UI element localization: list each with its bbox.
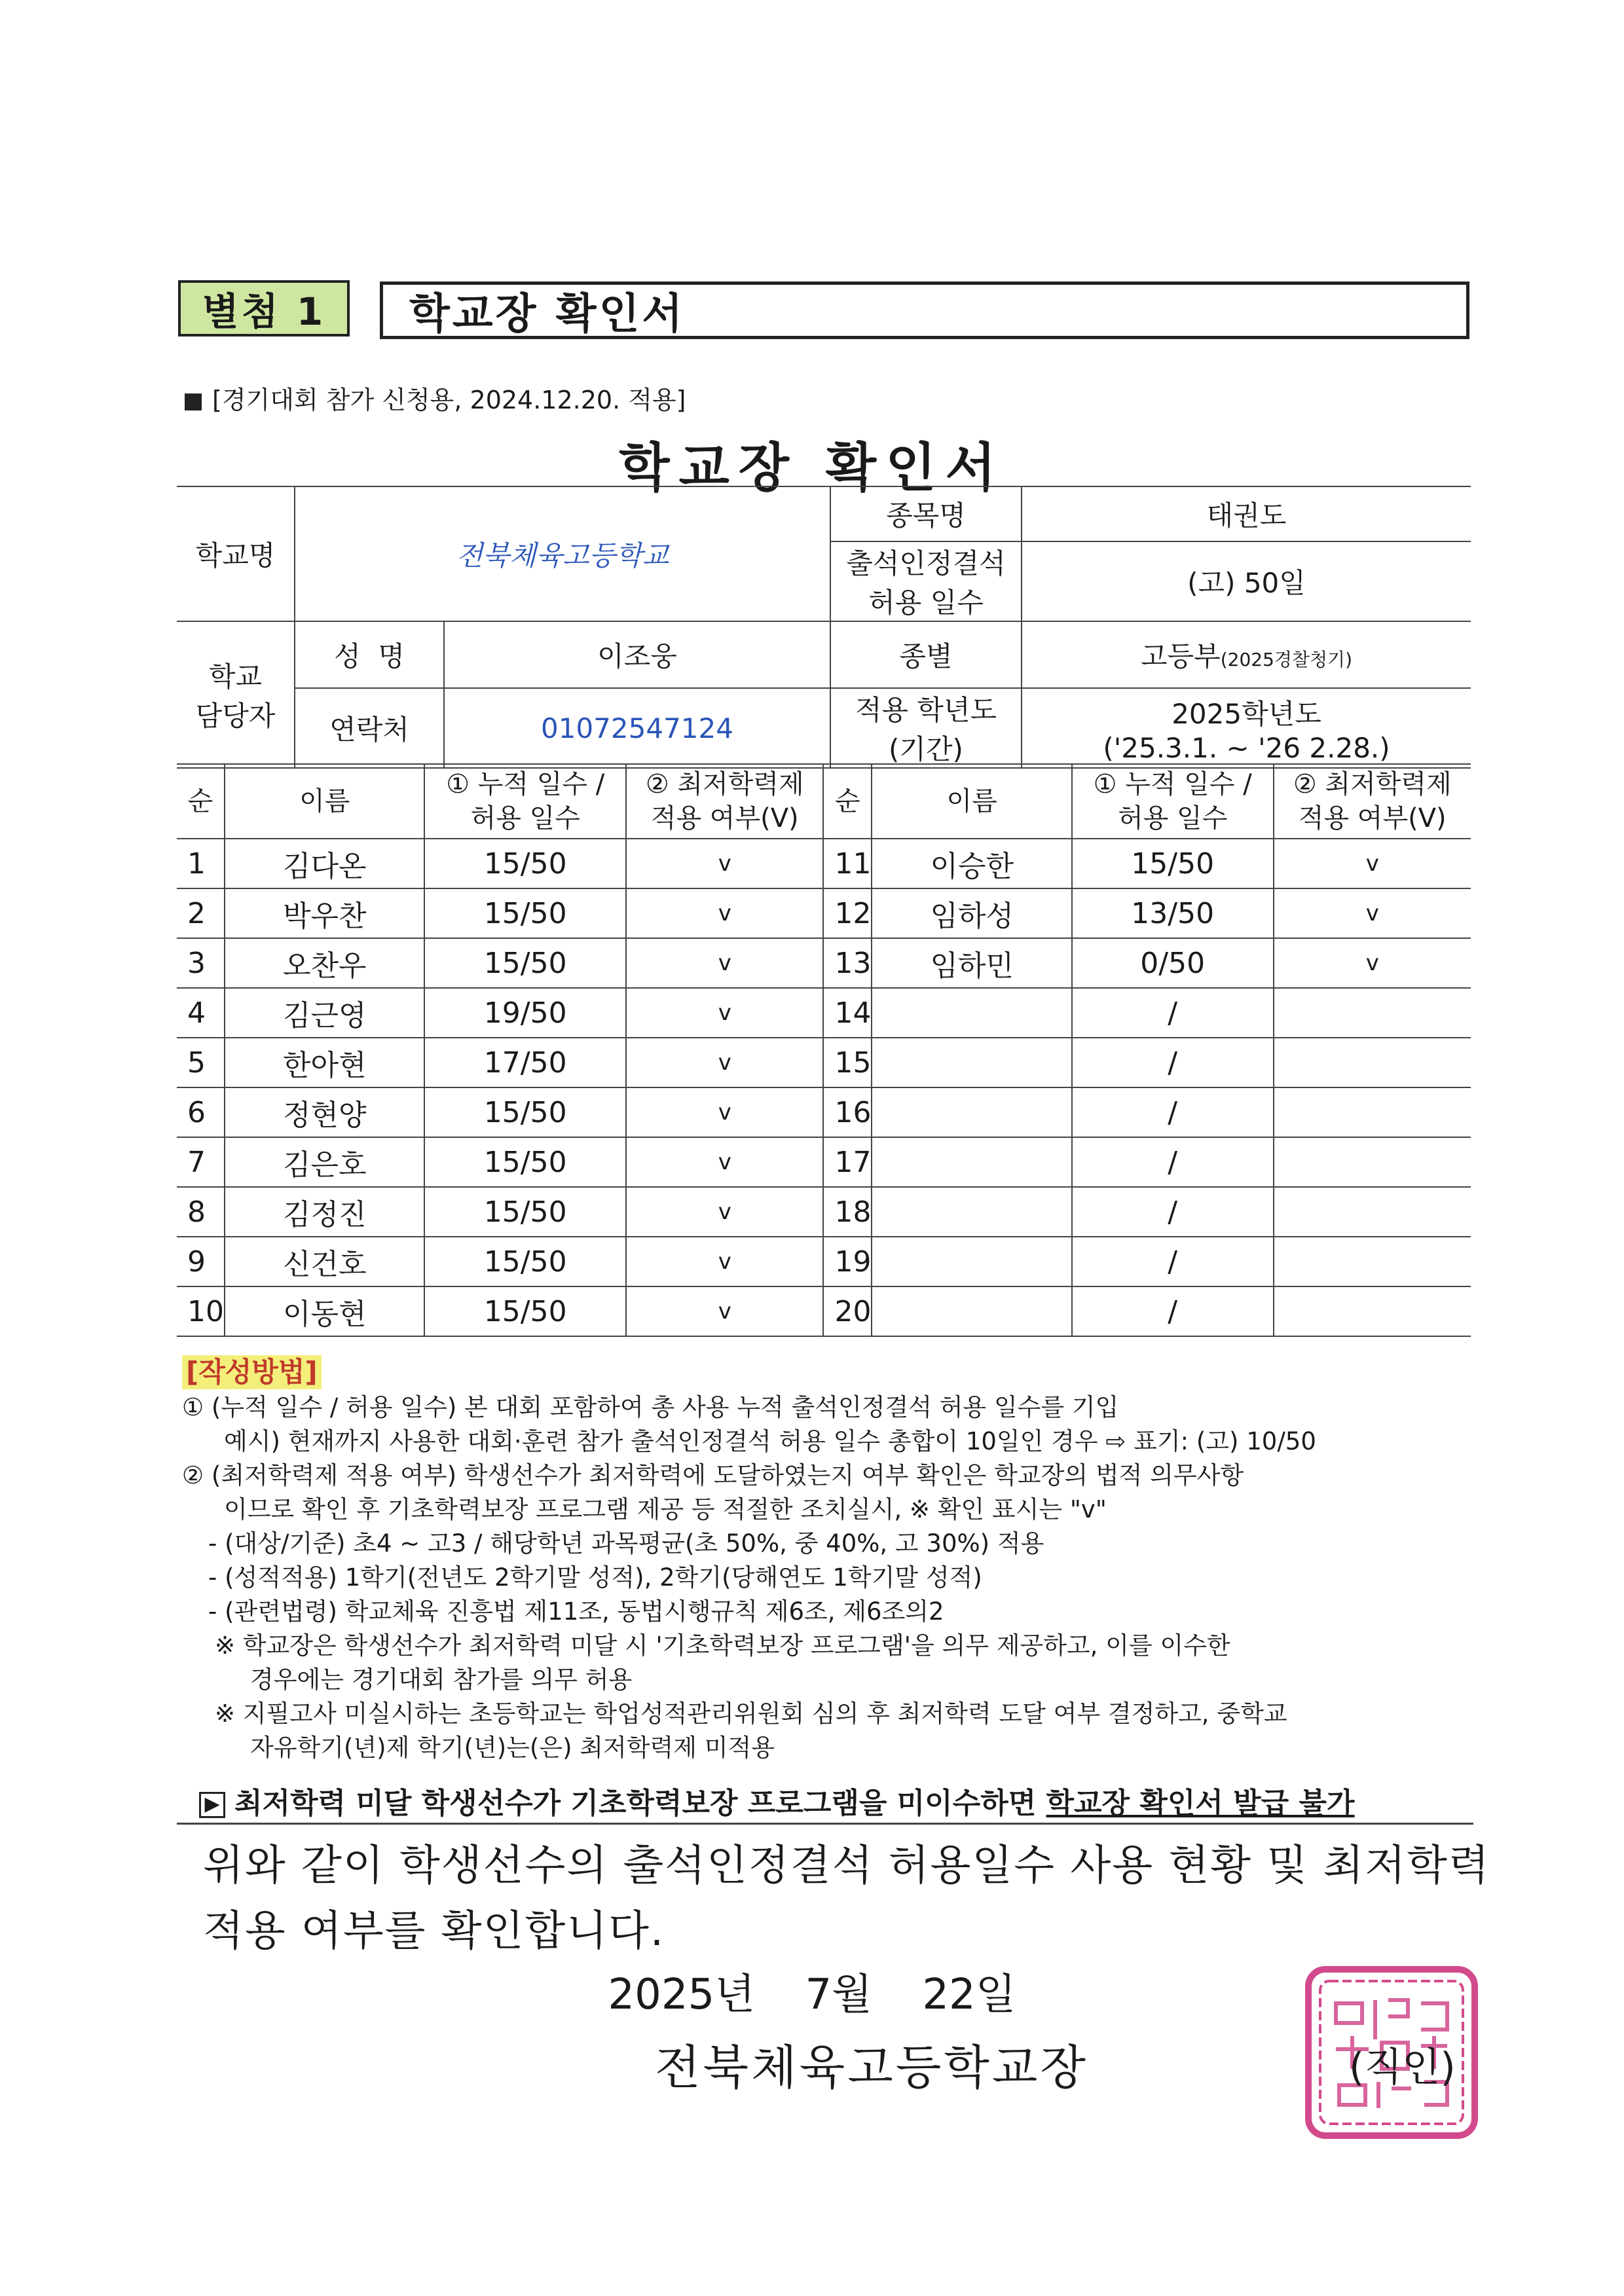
student-left-days: 15/50: [424, 1237, 626, 1286]
table-row: [177, 988, 1471, 1038]
student-left-name: 김은호: [225, 1137, 424, 1187]
student-right-min: [1274, 1187, 1471, 1237]
student-left-days: 15/50: [424, 1087, 626, 1137]
student-table-header: [177, 764, 1471, 839]
table-row: [177, 839, 1471, 888]
table-row: [177, 1038, 1471, 1087]
student-right-no: 19: [823, 1237, 872, 1286]
notice-line: [199, 1779, 1355, 1821]
application-note-text: [경기대회 참가 신청용, 2024.12.20. 적용]: [212, 386, 686, 414]
date-month: 7월: [805, 1971, 872, 2019]
student-right-no: 15: [823, 1038, 872, 1087]
school-name-value: 전북체육고등학교: [295, 486, 830, 621]
student-right-days: 0/50: [1072, 938, 1274, 988]
table-row: [177, 1286, 1471, 1336]
writing-guide: [182, 1355, 1479, 1765]
header-min-right: [1274, 764, 1471, 839]
student-left-min: v: [626, 888, 823, 938]
header-min: [626, 764, 823, 839]
category-label: 종별: [830, 621, 1022, 688]
student-right-no: 16: [823, 1087, 872, 1137]
student-right-days: /: [1072, 988, 1274, 1038]
guide-line-8: ※ 학교장은 학생선수가 최저학력 미달 시 '기초학력보장 프로그램'을 의무 제공하고, 이를 이수한: [215, 1631, 1230, 1660]
student-right-days: /: [1072, 1087, 1274, 1137]
header-days-right-line1: ① 누적 일수 /: [1093, 769, 1252, 799]
table-row: [177, 888, 1471, 938]
year-label: [830, 688, 1022, 768]
student-right-min: [1274, 988, 1471, 1038]
manager-label-line1: 학교: [208, 661, 263, 693]
notice-end: 학교장 확인서 발급 불가: [1046, 1787, 1355, 1820]
student-right-name: [872, 1137, 1071, 1187]
student-right-min: v: [1274, 839, 1471, 888]
manager-name: 이조웅: [444, 621, 830, 688]
category-note: (2025경찰청기): [1220, 649, 1353, 670]
student-left-name: 김다온: [225, 839, 424, 888]
year-label-line1: 적용 학년도: [855, 694, 997, 726]
header-days: [424, 764, 626, 839]
header-days-right: [1072, 764, 1274, 839]
student-right-name: [872, 988, 1071, 1038]
student-right-name: [872, 1187, 1071, 1237]
year-text: 2025학년도: [1172, 697, 1321, 730]
student-left-min: v: [626, 988, 823, 1038]
header-no-right: 순: [823, 764, 872, 839]
header-name: 이름: [225, 764, 424, 839]
student-table: [177, 763, 1471, 1337]
student-left-name: 오찬우: [225, 938, 424, 988]
student-right-name: [872, 1237, 1071, 1286]
student-left-no: 10: [177, 1286, 225, 1336]
student-left-no: 5: [177, 1038, 225, 1087]
allowed-days-value: (고) 50일: [1022, 541, 1471, 621]
student-left-min: v: [626, 1187, 823, 1237]
confirmation-line-1: 위와 같이 학생선수의 출석인정결석 허용일수 사용 현황 및 최저학력: [203, 1842, 1490, 1890]
allowed-days-label-line1: 출석인정결석: [846, 547, 1006, 579]
student-left-no: 6: [177, 1087, 225, 1137]
contact-value: 01072547124: [444, 688, 830, 768]
student-left-no: 3: [177, 938, 225, 988]
student-right-name: 임하성: [872, 888, 1071, 938]
student-right-days: /: [1072, 1286, 1274, 1336]
guide-line-1: ① (누적 일수 / 허용 일수) 본 대회 포함하여 총 사용 누적 출석인정결석 허용 일수를 기입: [182, 1393, 1119, 1421]
manager-label-line2: 담당자: [195, 700, 276, 732]
header-min-right-line1: ② 최저학력제: [1293, 769, 1452, 799]
student-left-name: 박우찬: [225, 888, 424, 938]
guide-line-7: - (관련법령) 학교체육 진흥법 제11조, 동법시행규칙 제6조, 제6조의2: [208, 1597, 944, 1626]
seal-label: (직인): [1349, 2045, 1456, 2090]
student-right-name: [872, 1038, 1071, 1087]
student-left-days: 15/50: [424, 888, 626, 938]
student-left-min: v: [626, 1137, 823, 1187]
student-right-days: /: [1072, 1137, 1274, 1187]
student-right-name: [872, 1286, 1071, 1336]
attachment-label: 별첨 1: [178, 280, 350, 337]
guide-line-9: 경우에는 경기대회 참가를 의무 허용: [250, 1666, 633, 1694]
student-right-no: 13: [823, 938, 872, 988]
student-left-no: 2: [177, 888, 225, 938]
student-right-min: [1274, 1137, 1471, 1187]
school-head-signature: 전북체육고등학교장: [655, 2040, 1088, 2095]
header-days-right-line2: 허용 일수: [1118, 803, 1228, 833]
student-right-min: [1274, 1237, 1471, 1286]
confirmation-text: [203, 1833, 1500, 1964]
student-left-name: 신건호: [225, 1237, 424, 1286]
category-text: 고등부: [1140, 640, 1221, 672]
student-right-no: 12: [823, 888, 872, 938]
allowed-days-label-line2: 허용 일수: [868, 587, 984, 619]
student-right-min: v: [1274, 938, 1471, 988]
application-note: [185, 380, 686, 416]
student-left-name: 한아현: [225, 1038, 424, 1087]
guide-line-3: ② (최저학력제 적용 여부) 학생선수가 최저학력에 도달하였는지 여부 확인은 학교장의 법적 의무사항: [182, 1461, 1244, 1489]
student-left-days: 15/50: [424, 1137, 626, 1187]
period-text: ('25.3.1. ~ '26 2.28.): [1103, 731, 1390, 764]
guide-line-11: 자유학기(년)제 학기(년)는(은) 최저학력제 미적용: [250, 1734, 775, 1762]
category-value: [1022, 621, 1471, 688]
confirmation-line-2: 적용 여부를 확인합니다.: [203, 1907, 665, 1956]
arrow-box-icon: ▶: [199, 1792, 225, 1818]
header-days-line1: ① 누적 일수 /: [446, 769, 605, 799]
student-right-no: 20: [823, 1286, 872, 1336]
student-right-name: [872, 1087, 1071, 1137]
student-left-no: 4: [177, 988, 225, 1038]
allowed-days-label: [830, 541, 1022, 621]
manager-label: [177, 621, 295, 768]
student-right-min: v: [1274, 888, 1471, 938]
table-row: [177, 1087, 1471, 1137]
student-right-days: 13/50: [1072, 888, 1274, 938]
bullet-square-icon: [185, 393, 202, 410]
contact-label: 연락처: [295, 688, 444, 768]
year-label-line2: (기간): [889, 733, 963, 765]
student-right-min: [1274, 1038, 1471, 1087]
student-right-no: 17: [823, 1137, 872, 1187]
student-left-min: v: [626, 839, 823, 888]
student-left-name: 이동현: [225, 1286, 424, 1336]
student-right-days: /: [1072, 1187, 1274, 1237]
guide-line-10: ※ 지필고사 미실시하는 초등학교는 학업성적관리위원회 심의 후 최저학력 도달 여부 결정하고, 중학교: [215, 1700, 1287, 1728]
student-right-days: /: [1072, 1038, 1274, 1087]
student-right-name: 이승한: [872, 839, 1071, 888]
student-right-no: 18: [823, 1187, 872, 1237]
student-left-days: 15/50: [424, 839, 626, 888]
student-right-days: /: [1072, 1237, 1274, 1286]
date-day: 22일: [922, 1971, 1016, 2019]
student-left-min: v: [626, 1038, 823, 1087]
student-left-name: 김근영: [225, 988, 424, 1038]
guide-line-6: - (성적적용) 1학기(전년도 2학기말 성적), 2학기(당해연도 1학기말 성적): [208, 1563, 982, 1592]
student-left-no: 7: [177, 1137, 225, 1187]
student-left-no: 1: [177, 839, 225, 888]
header-min-line2: 적용 여부(V): [650, 803, 799, 833]
student-left-min: v: [626, 938, 823, 988]
event-value: 태권도: [1022, 486, 1471, 541]
name-label: 성 명: [295, 621, 444, 688]
student-left-min: v: [626, 1087, 823, 1137]
year-value: [1022, 688, 1471, 768]
table-row: [177, 1237, 1471, 1286]
student-left-days: 15/50: [424, 1187, 626, 1237]
student-left-no: 8: [177, 1187, 225, 1237]
student-left-min: v: [626, 1286, 823, 1336]
header-min-line1: ② 최저학력제: [645, 769, 804, 799]
divider: [177, 1823, 1473, 1825]
student-left-days: 19/50: [424, 988, 626, 1038]
header-no: 순: [177, 764, 225, 839]
student-left-no: 9: [177, 1237, 225, 1286]
form-title: 학교장 확인서: [619, 437, 1005, 498]
notice-main: 최저학력 미달 학생선수가 기초학력보장 프로그램을 미이수하면: [234, 1787, 1046, 1820]
table-row: [177, 1137, 1471, 1187]
guide-line-4: 이므로 확인 후 기초학력보장 프로그램 제공 등 적절한 조치실시, ※ 확인 표시는 "v": [224, 1495, 1107, 1523]
school-name-label: 학교명: [177, 486, 295, 621]
date-year: 2025년: [608, 1971, 756, 2019]
table-row: [177, 938, 1471, 988]
header-days-line2: 허용 일수: [470, 803, 580, 833]
header-min-right-line2: 적용 여부(V): [1298, 803, 1447, 833]
student-right-days: 15/50: [1072, 839, 1274, 888]
student-right-no: 14: [823, 988, 872, 1038]
student-left-days: 15/50: [424, 1286, 626, 1336]
guide-title: [작성방법]: [182, 1355, 322, 1389]
student-right-min: [1274, 1087, 1471, 1137]
student-left-name: 김정진: [225, 1187, 424, 1237]
table-row: [177, 1187, 1471, 1237]
student-right-no: 11: [823, 839, 872, 888]
student-right-name: 임하민: [872, 938, 1071, 988]
header-title: 학교장 확인서: [380, 282, 1469, 339]
student-left-name: 정현양: [225, 1087, 424, 1137]
info-table: [177, 486, 1471, 769]
guide-line-5: - (대상/기준) 초4 ~ 고3 / 해당학년 과목평균(초 50%, 중 40%, 고 30%) 적용: [208, 1529, 1044, 1558]
guide-line-2: 예시) 현재까지 사용한 대회·훈련 참가 출석인정결석 허용 일수 총합이 10일인 경우 ⇨ 표기: (고) 10/50: [224, 1427, 1316, 1455]
student-left-min: v: [626, 1237, 823, 1286]
student-right-min: [1274, 1286, 1471, 1336]
event-label: 종목명: [830, 486, 1022, 541]
header-name-right: 이름: [872, 764, 1071, 839]
student-left-days: 17/50: [424, 1038, 626, 1087]
student-left-days: 15/50: [424, 938, 626, 988]
